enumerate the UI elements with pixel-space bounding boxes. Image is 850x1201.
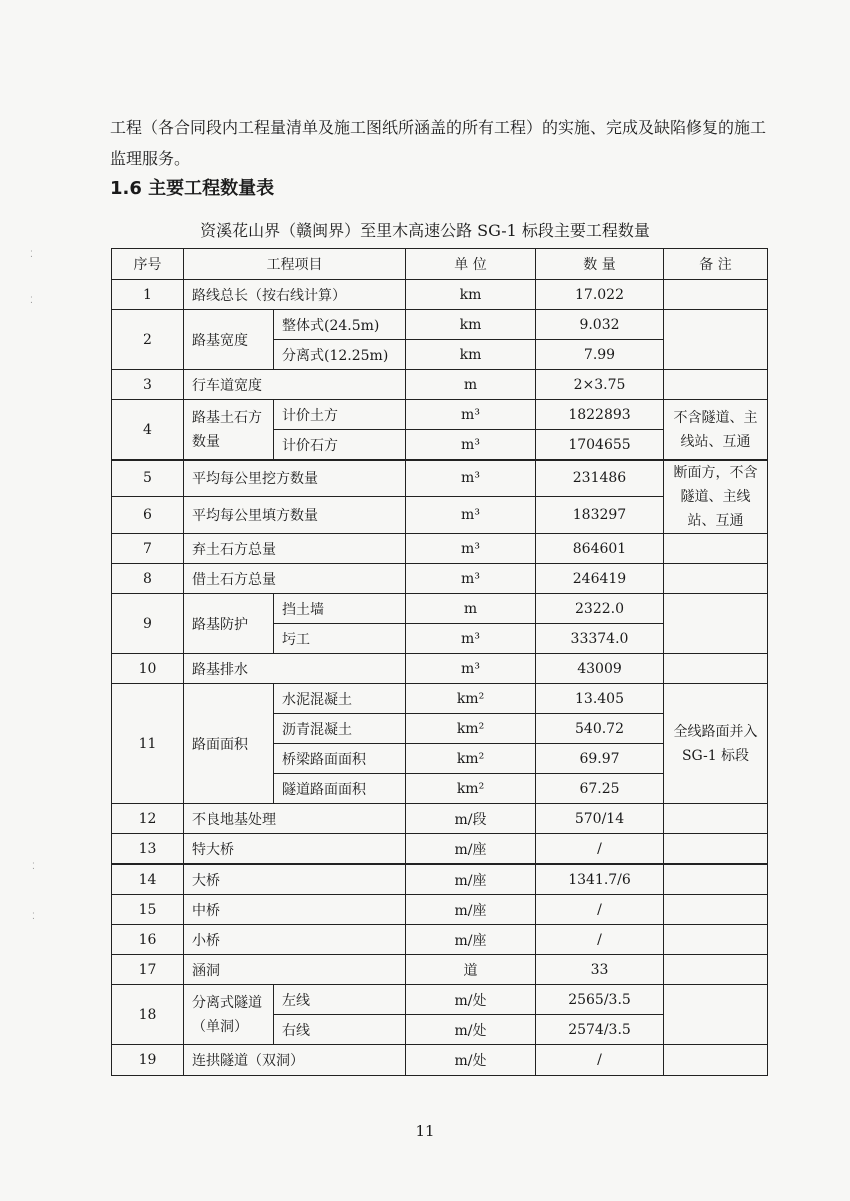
table-row: 18 分离式隧道（单洞） 左线 m/处 2565/3.5 — [112, 985, 768, 1015]
table-row: 13 特大桥 m/座 / — [112, 834, 768, 865]
table-row: 1 路线总长（按右线计算） km 17.022 — [112, 280, 768, 310]
table-row: 15 中桥 m/座 / — [112, 895, 768, 925]
table-row: 隧道路面面积 km² 67.25 — [112, 774, 768, 804]
table-row: 10 路基排水 m³ 43009 — [112, 654, 768, 684]
table-row: 19 连拱隧道（双洞） m/处 / — [112, 1045, 768, 1076]
scan-speck-mark: ⁚ — [32, 862, 35, 872]
table-row: 8 借土石方总量 m³ 246419 — [112, 564, 768, 594]
table-row: 沥青混凝土 km² 540.72 — [112, 714, 768, 744]
table-header-row — [112, 249, 768, 280]
table-row: 4 路基土石方数量 计价土方 m³ 1822893 不含隧道、主线站、互通 — [112, 400, 768, 430]
table-row: 7 弃土石方总量 m³ 864601 — [112, 534, 768, 564]
table-row: 14 大桥 m/座 1341.7/6 — [112, 864, 768, 895]
table-row: 2 路基宽度 整体式(24.5m) km 9.032 — [112, 310, 768, 340]
header-no: 序号 — [112, 249, 184, 280]
table-row: 圬工 m³ 33374.0 — [112, 624, 768, 654]
table-row: 分离式(12.25m) km 7.99 — [112, 340, 768, 370]
scan-speck-mark: ⁚ — [32, 912, 35, 922]
header-item: 工程项目 — [184, 249, 406, 280]
table-row: 右线 m/处 2574/3.5 — [112, 1015, 768, 1045]
intro-paragraph: 工程（各合同段内工程量清单及施工图纸所涵盖的所有工程）的实施、完成及缺陷修复的施工监理服务。 — [110, 118, 767, 168]
table-row: 9 路基防护 挡土墙 m 2322.0 — [112, 594, 768, 624]
note-cell: 断面方，不含隧道、主线站、互通 — [664, 460, 768, 534]
scan-speck-mark: ⁚ — [30, 250, 33, 260]
scan-speck-mark: ⁚ — [30, 296, 33, 306]
table-row: 5 平均每公里挖方数量 m³ 231486 断面方，不含隧道、主线站、互通 — [112, 460, 768, 496]
table-row: 6 平均每公里填方数量 m³ 183297 — [112, 496, 768, 533]
note-cell: 不含隧道、主线站、互通 — [664, 400, 768, 461]
table-row: 桥梁路面面积 km² 69.97 — [112, 744, 768, 774]
header-unit: 单 位 — [406, 249, 536, 280]
table-row: 3 行车道宽度 m 2×3.75 — [112, 370, 768, 400]
table-title: 资溪花山界（赣闽界）至里木高速公路 SG-1 标段主要工程数量 — [200, 221, 650, 240]
header-qty: 数 量 — [536, 249, 664, 280]
table-row: 16 小桥 m/座 / — [112, 925, 768, 955]
section-heading: 1.6 主要工程数量表 — [110, 178, 275, 199]
header-note: 备 注 — [664, 249, 768, 280]
quantity-table — [111, 248, 768, 1076]
table-row: 11 路面面积 水泥混凝土 km² 13.405 全线路面并入 SG-1 标段 — [112, 684, 768, 714]
table-row: 12 不良地基处理 m/段 570/14 — [112, 804, 768, 834]
table-row: 17 涵洞 道 33 — [112, 955, 768, 985]
table-row: 计价石方 m³ 1704655 — [112, 430, 768, 461]
page-number: 11 — [415, 1122, 435, 1140]
note-cell: 全线路面并入 SG-1 标段 — [664, 684, 768, 804]
